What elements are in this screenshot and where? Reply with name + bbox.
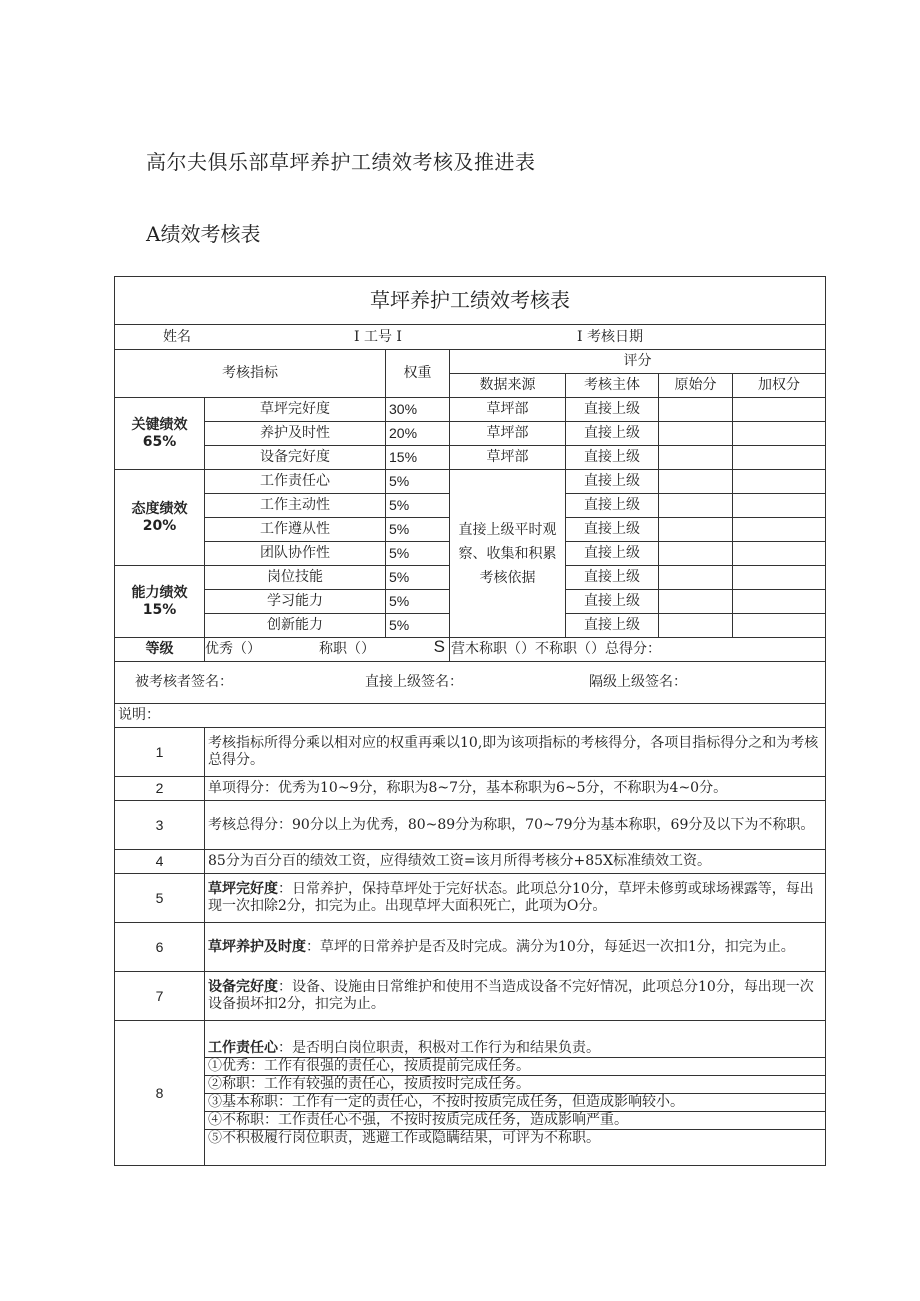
note-number: 6 — [115, 923, 205, 972]
header-weight: 权重 — [386, 350, 450, 398]
item-cell: 学习能力 — [205, 590, 386, 614]
document-title: 高尔夫俱乐部草坪养护工绩效考核及推进表 — [146, 150, 536, 174]
level-item: ⑤不积极履行岗位职责，逃避工作或隐瞒结果，可评为不称职。 — [205, 1129, 825, 1147]
item-cell: 工作责任心 — [205, 470, 386, 494]
weight-cell: 5% — [386, 566, 450, 590]
grade-row — [115, 638, 826, 662]
grade-competent[interactable]: 称职（） — [319, 641, 375, 657]
note-number: 8 — [115, 1021, 205, 1166]
note-row — [115, 972, 826, 1021]
note-number: 5 — [115, 874, 205, 923]
weight-cell: 5% — [386, 518, 450, 542]
grade-rest[interactable]: 营木称职（）不称职（）总得分： — [450, 638, 826, 662]
grade-s-mark: S — [433, 637, 445, 656]
table-row — [115, 422, 826, 446]
raw-score-cell[interactable] — [659, 590, 733, 614]
item-cell: 团队协作性 — [205, 542, 386, 566]
table-row — [115, 398, 826, 422]
weight-cell: 5% — [386, 614, 450, 638]
table-caption: 草坪养护工绩效考核表 — [115, 277, 826, 325]
item-cell: 创新能力 — [205, 614, 386, 638]
performance-table — [114, 276, 826, 1166]
subject-cell: 直接上级 — [566, 590, 659, 614]
section-title: A绩效考核表 — [146, 222, 261, 246]
weighted-score-cell[interactable] — [733, 446, 826, 470]
info-row — [115, 325, 826, 350]
supervisor-signature[interactable]: 直接上级签名： — [365, 674, 463, 690]
table-row — [115, 470, 826, 494]
note-row — [115, 850, 826, 874]
weighted-score-cell[interactable] — [733, 590, 826, 614]
note-text: 草坪养护及时度：草坪的日常养护是否及时完成。满分为10分，每延迟一次扣1分，扣完为止。 — [205, 923, 826, 972]
group-attitude: 态度绩效 20% — [115, 470, 205, 566]
note-text: 单项得分：优秀为10~9分，称职为8~7分，基本称职为6~5分，不称职为4~0分。 — [205, 777, 826, 801]
level-item: ②称职：工作有较强的责任心，按质按时完成任务。 — [205, 1075, 825, 1093]
weighted-score-cell[interactable] — [733, 398, 826, 422]
group-ability: 能力绩效 15% — [115, 566, 205, 638]
subject-cell: 直接上级 — [566, 398, 659, 422]
note-number: 3 — [115, 801, 205, 850]
raw-score-cell[interactable] — [659, 494, 733, 518]
note-text: 考核总得分：90分以上为优秀，80~89分为称职，70~79分为基本称职，69分及以下为不称职。 — [205, 801, 826, 850]
source-cell: 草坪部 — [450, 422, 566, 446]
subject-cell: 直接上级 — [566, 422, 659, 446]
source-cell: 草坪部 — [450, 398, 566, 422]
weight-cell: 5% — [386, 494, 450, 518]
note-row — [115, 923, 826, 972]
weighted-score-cell[interactable] — [733, 614, 826, 638]
notes-label: 说明： — [115, 704, 826, 728]
weighted-score-cell[interactable] — [733, 542, 826, 566]
skip-level-signature[interactable]: 隔级上级签名： — [589, 674, 687, 690]
emp-no-label: I 工号 I — [354, 329, 402, 345]
header-indicator: 考核指标 — [115, 350, 386, 398]
note-row — [115, 728, 826, 777]
weighted-score-cell[interactable] — [733, 470, 826, 494]
source-cell: 草坪部 — [450, 446, 566, 470]
raw-score-cell[interactable] — [659, 542, 733, 566]
note-text: 工作责任心：是否明白岗位职责，积极对工作行为和结果负责。 ①优秀：工作有很强的责任心，按质提前完成任务。 ②称职：工作有较强的责任心，按质按时完成任务。 ③基本称职：工作有一定的责任心，不按时按质完成任务，但造成影响较小。 ④不称职：工作责任心不强，不按时按质完成任务，造成影响严重。 ⑤不积极履行岗位职责，逃避工作或隐瞒结果，可评为不称职。 — [205, 1021, 826, 1166]
weight-cell: 5% — [386, 590, 450, 614]
item-cell: 草坪完好度 — [205, 398, 386, 422]
subject-cell: 直接上级 — [566, 446, 659, 470]
merged-source-cell: 直接上级平时观察、收集和积累考核依据 — [450, 470, 566, 638]
weighted-score-cell[interactable] — [733, 518, 826, 542]
table-row — [115, 446, 826, 470]
grade-label: 等级 — [115, 638, 205, 662]
weight-cell: 20% — [386, 422, 450, 446]
item-cell: 工作主动性 — [205, 494, 386, 518]
raw-score-cell[interactable] — [659, 470, 733, 494]
header-weighted: 加权分 — [733, 374, 826, 398]
weight-cell: 15% — [386, 446, 450, 470]
note-row — [115, 777, 826, 801]
raw-score-cell[interactable] — [659, 398, 733, 422]
subject-cell: 直接上级 — [566, 542, 659, 566]
grade-excellent[interactable]: 优秀（） — [205, 641, 261, 657]
note-row — [115, 874, 826, 923]
header-subject: 考核主体 — [566, 374, 659, 398]
level-item: ④不称职：工作责任心不强，不按时按质完成任务，造成影响严重。 — [205, 1111, 825, 1129]
note-number: 4 — [115, 850, 205, 874]
date-label: I 考核日期 — [577, 329, 643, 345]
weight-cell: 5% — [386, 542, 450, 566]
note-row — [115, 1021, 826, 1166]
header-source: 数据来源 — [450, 374, 566, 398]
header-raw: 原始分 — [659, 374, 733, 398]
weighted-score-cell[interactable] — [733, 494, 826, 518]
group-key: 关键绩效 65% — [115, 398, 205, 470]
level-item: ③基本称职：工作有一定的责任心，不按时按质完成任务，但造成影响较小。 — [205, 1093, 825, 1111]
note-text: 考核指标所得分乘以相对应的权重再乘以10,即为该项指标的考核得分，各项目指标得分之和为考核总得分。 — [205, 728, 826, 777]
subject-cell: 直接上级 — [566, 518, 659, 542]
note-number: 2 — [115, 777, 205, 801]
subject-cell: 直接上级 — [566, 470, 659, 494]
note-text: 设备完好度：设备、设施由日常维护和使用不当造成设备不完好情况，此项总分10分，每出现一次设备损坏扣2分，扣完为止。 — [205, 972, 826, 1021]
note-number: 1 — [115, 728, 205, 777]
raw-score-cell[interactable] — [659, 614, 733, 638]
note-number: 7 — [115, 972, 205, 1021]
name-label: 姓名 — [163, 329, 191, 345]
weight-cell: 5% — [386, 470, 450, 494]
raw-score-cell[interactable] — [659, 566, 733, 590]
weight-cell: 30% — [386, 398, 450, 422]
note-text: 85分为百分百的绩效工资，应得绩效工资=该月所得考核分+85X标准绩效工资。 — [205, 850, 826, 874]
subject-cell: 直接上级 — [566, 566, 659, 590]
subject-cell: 直接上级 — [566, 494, 659, 518]
note-text: 草坪完好度：日常养护，保持草坪处于完好状态。此项总分10分，草坪未修剪或球场裸露等，每出现一次扣除2分，扣完为止。出现草坪大面积死亡，此项为O分。 — [205, 874, 826, 923]
subject-cell: 直接上级 — [566, 614, 659, 638]
item-cell: 设备完好度 — [205, 446, 386, 470]
item-cell: 养护及时性 — [205, 422, 386, 446]
assessee-signature[interactable]: 被考核者签名： — [135, 674, 233, 690]
raw-score-cell[interactable] — [659, 422, 733, 446]
signature-row — [115, 662, 826, 704]
note-row — [115, 801, 826, 850]
level-item: ①优秀：工作有很强的责任心，按质提前完成任务。 — [205, 1057, 825, 1075]
raw-score-cell[interactable] — [659, 446, 733, 470]
weighted-score-cell[interactable] — [733, 566, 826, 590]
item-cell: 工作遵从性 — [205, 518, 386, 542]
item-cell: 岗位技能 — [205, 566, 386, 590]
weighted-score-cell[interactable] — [733, 422, 826, 446]
header-score: 评分 — [450, 350, 826, 374]
raw-score-cell[interactable] — [659, 518, 733, 542]
